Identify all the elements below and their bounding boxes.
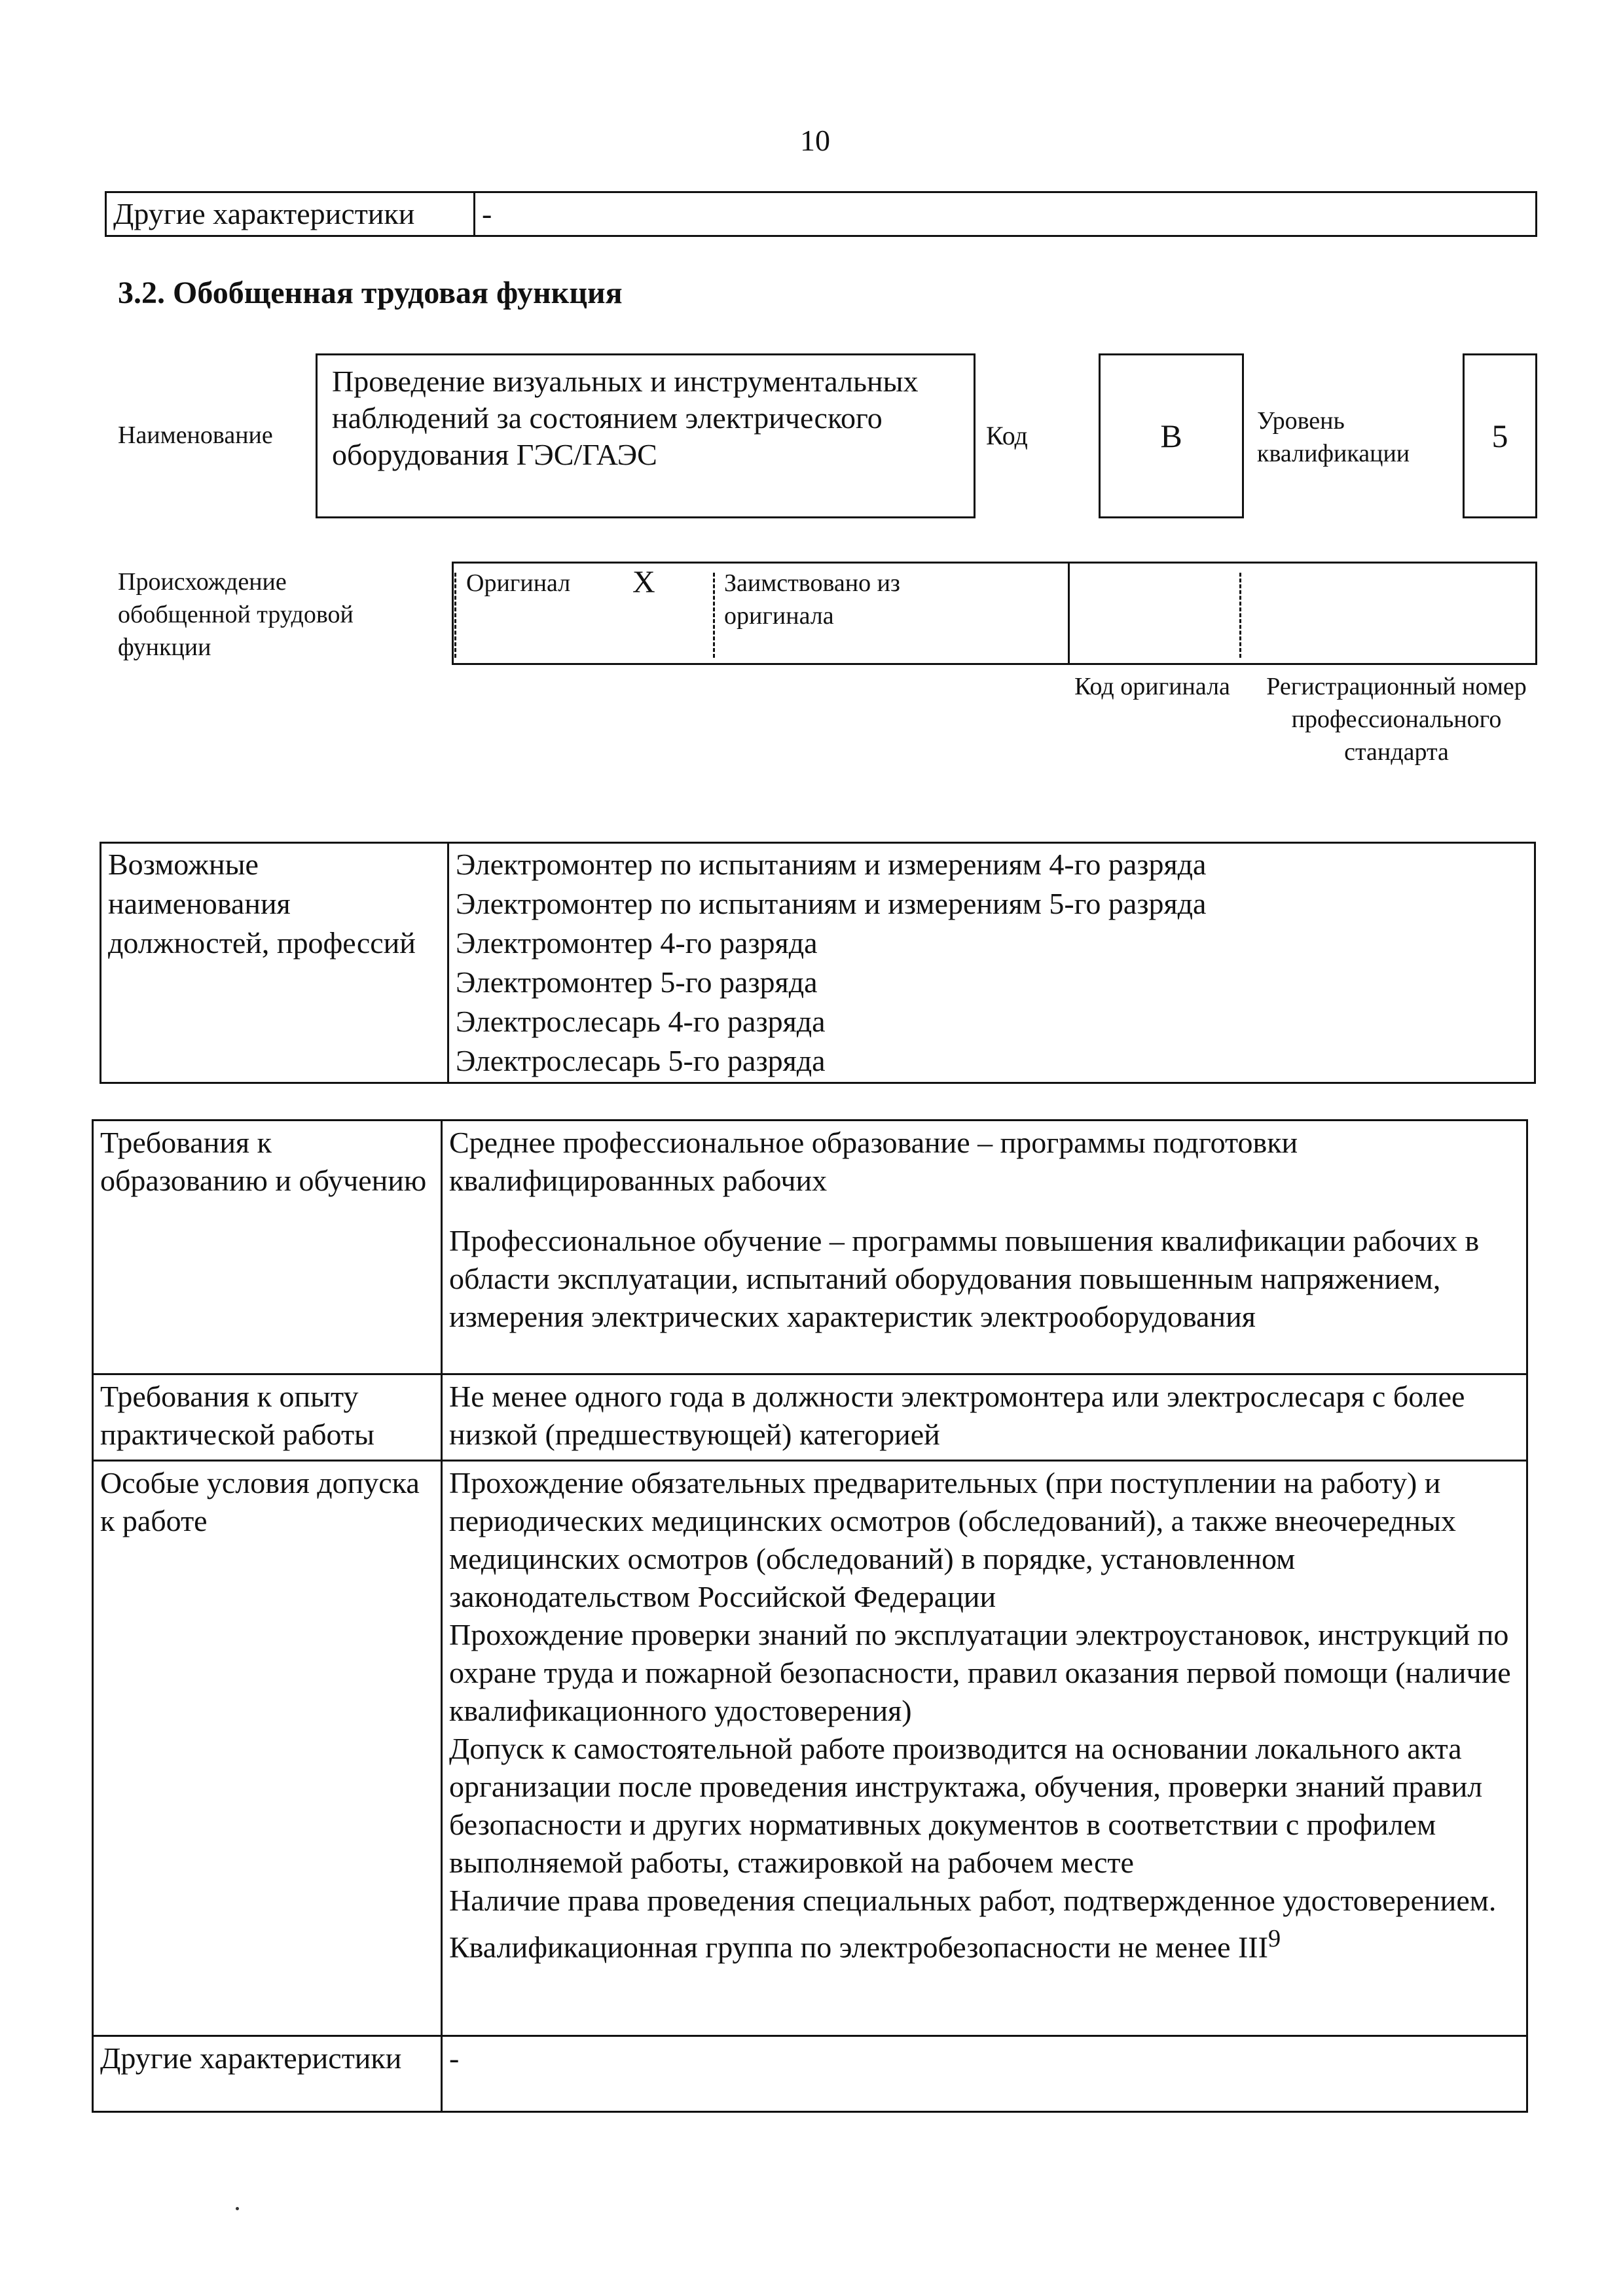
special-text: Прохождение проверки знаний по эксплуатации электроустановок, инструкций по охране труда и пожарной безопасности, правил оказания первой помощи (наличие квалификационного удостоверения) (449, 1618, 1511, 1727)
other-characteristics-table (105, 191, 1537, 237)
experience-label: Требования к опыту практической работы (93, 1374, 442, 1461)
scan-speck (236, 2207, 239, 2210)
code-value: B (1099, 353, 1244, 518)
origin-box (452, 562, 1537, 665)
education-text: Среднее профессиональное образование – программы подготовки квалифицированных рабочих (449, 1126, 1298, 1197)
requirements-table (92, 1119, 1528, 2113)
reg-caption: Регистрационный номер профессионального стандарта (1266, 673, 1527, 766)
special-text: Прохождение обязательных предварительных (при поступлении на работу) и периодических медицинских осмотров (обследований), а также внеочередных медицинских осмотров (обследований) в порядке, установленном законодательством Российской Федерации (449, 1466, 1456, 1613)
special-value (442, 1461, 1527, 2036)
position-item: Электромонтер 5-го разряда (456, 965, 818, 999)
position-item: Электромонтер по испытаниям и измерениям 4-го разряда (456, 848, 1207, 881)
position-item: Электрослесарь 5-го разряда (456, 1044, 826, 1077)
page-number: 10 (800, 124, 830, 157)
positions-label: Возможные наименования должностей, профессий (101, 843, 448, 1083)
special-text: Наличие права проведения специальных работ, подтвержденное удостоверением. (449, 1884, 1497, 1917)
special-label: Особые условия допуска к работе (93, 1461, 442, 2036)
code-label: Код (986, 421, 1028, 450)
special-text-line: Квалификационная группа по электробезопасности не менее III (449, 1930, 1268, 1964)
other-value: - (442, 2036, 1527, 2112)
position-item: Электромонтер 4-го разряда (456, 926, 818, 960)
special-text (449, 1920, 1520, 1966)
education-value (442, 1121, 1527, 1374)
divider (1068, 562, 1070, 665)
position-item: Электрослесарь 4-го разряда (456, 1005, 826, 1038)
origin-mark: X (632, 565, 655, 600)
divider (1239, 573, 1241, 658)
education-label: Требования к образованию и обучению (93, 1121, 442, 1374)
position-item: Электромонтер по испытаниям и измерениям 5-го разряда (456, 887, 1207, 920)
other-characteristics-value: - (475, 192, 1537, 236)
education-text: Профессиональное обучение – программы повышения квалификации рабочих в области эксплуатации, испытаний оборудования повышенным напряжением, измерения электрических характеристик электрооборудования (449, 1224, 1480, 1333)
origin-original: Оригинал (466, 569, 571, 597)
divider (454, 573, 456, 658)
special-text: Допуск к самостоятельной работе производится на основании локального акта организации после проведения инструктажа, обучения, проверки знаний правил безопасности и других нормативных документов в соответствии с профилем выполняемой работы, стажировкой на рабочем месте (449, 1732, 1483, 1879)
section-title: 3.2. Обобщенная трудовая функция (118, 276, 623, 310)
origin-label: Происхождение обобщенной трудовой функции (118, 568, 354, 661)
spacer (449, 1200, 1520, 1222)
divider (713, 573, 715, 658)
positions-table (100, 842, 1536, 1084)
name-label: Наименование (118, 422, 273, 449)
origin-borrowed: Заимствовано из оригинала (724, 569, 900, 630)
level-label: Уровень квалификации (1257, 407, 1410, 467)
code-caption: Код оригинала (1074, 673, 1230, 700)
footnote-ref: 9 (1267, 1925, 1281, 1952)
level-value: 5 (1463, 353, 1537, 518)
other-characteristics-label: Другие характеристики (106, 192, 475, 236)
positions-list (448, 843, 1535, 1083)
experience-value: Не менее одного года в должности электромонтера или электрослесаря с более низкой (предшествующей) категорией (442, 1374, 1527, 1461)
other-label: Другие характеристики (93, 2036, 442, 2112)
function-name: Проведение визуальных и инструментальных наблюдений за состоянием электрического оборудования ГЭС/ГАЭС (316, 353, 976, 518)
